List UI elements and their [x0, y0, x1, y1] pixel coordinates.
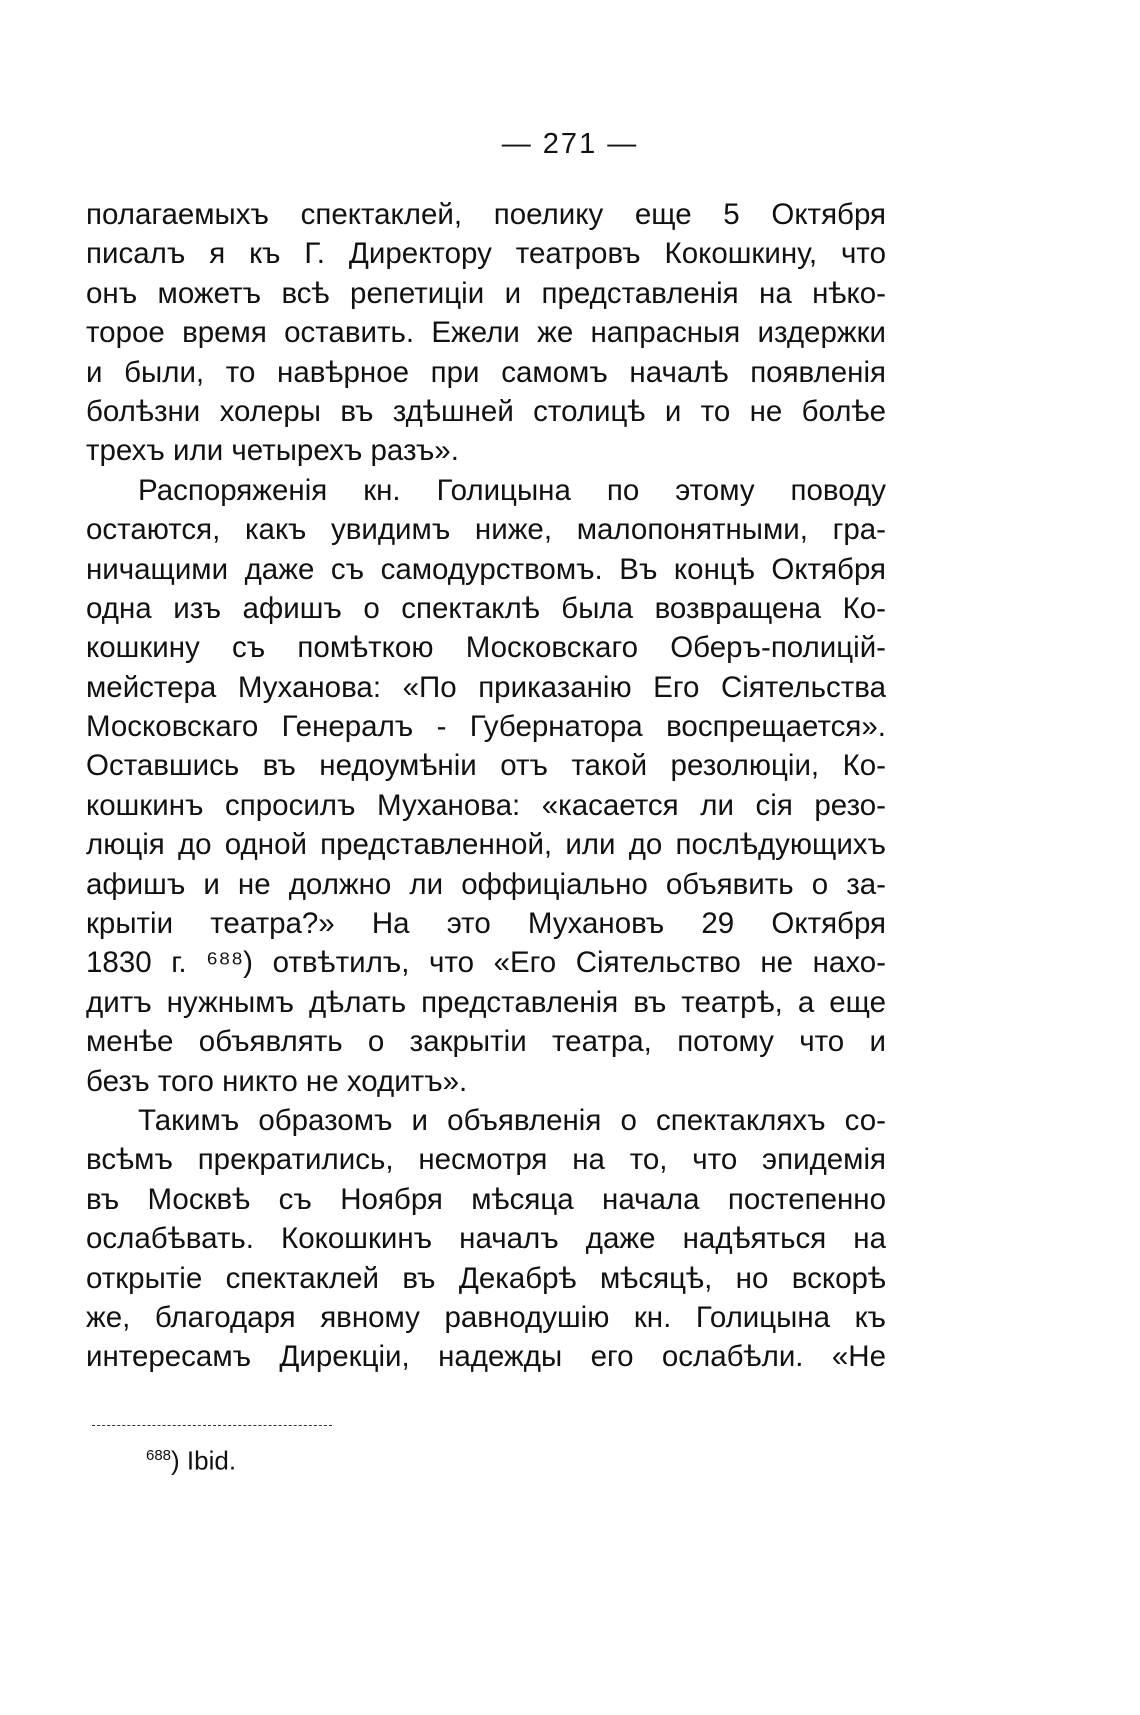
- footnote-text: Ibid.: [186, 1445, 237, 1476]
- text-line: Распоряженія кн. Голицына по этому поводу: [138, 473, 886, 507]
- text-line: люція до одной представленной, или до послѣдующихъ: [86, 828, 886, 862]
- paragraph: [86, 471, 886, 1101]
- text-line: безъ того никто не ходитъ».: [86, 1064, 468, 1098]
- page-number: — 271 —: [501, 128, 639, 160]
- body-text: [86, 195, 886, 1377]
- text-line: писалъ я къ Г. Директору театровъ Кокошкину, что: [86, 237, 886, 271]
- text-line: интересамъ Дирекціи, надежды его ослабѣли. «Не: [86, 1340, 886, 1374]
- text-line: менѣе объявлять о закрытіи театра, потому что и: [86, 1025, 886, 1059]
- text-line: 1830 г. ⁶⁸⁸) отвѣтилъ, что «Его Сіятельство не нахо-: [86, 946, 886, 980]
- text-line: торое время оставить. Ежели же напрасныя издержки: [86, 316, 886, 350]
- footnote-marker: 688: [146, 1447, 172, 1464]
- footnote-divider: [92, 1425, 332, 1426]
- footnote: $^{688}$) Ibid.: [146, 1445, 237, 1476]
- text-line: одна изъ афишъ о спектаклѣ была возвращена Ко-: [86, 591, 886, 625]
- text-line: кошкину съ помѣткою Московскаго Оберъ-полицій-: [86, 631, 886, 665]
- text-line: онъ можетъ всѣ репетиціи и представленія на нѣко-: [86, 276, 886, 310]
- text-line: афишъ и не должно ли оффиціально объявить о за-: [86, 867, 886, 901]
- text-line: Московскаго Генералъ - Губернатора воспрещается».: [86, 710, 886, 744]
- text-line: крытіи театра?» На это Мухановъ 29 Октября: [86, 907, 886, 941]
- text-line: ослабѣвать. Кокошкинъ началъ даже надѣяться на: [86, 1222, 886, 1256]
- text-line: всѣмъ прекратились, несмотря на то, что эпидемія: [86, 1143, 886, 1177]
- text-line: открытіе спектаклей въ Декабрѣ мѣсяцѣ, но вскорѣ: [86, 1261, 886, 1295]
- text-line: полагаемыхъ спектаклей, поелику еще 5 Октября: [86, 198, 886, 231]
- text-line: кошкинъ спросилъ Муханова: «касается ли сія резо-: [86, 788, 886, 822]
- text-line: Оставшись въ недоумѣніи отъ такой резолюціи, Ко-: [86, 749, 886, 783]
- text-line: и были, то навѣрное при самомъ началѣ появленія: [86, 355, 886, 389]
- text-line: мейстера Муханова: «По приказанію Его Сіятельства: [86, 670, 886, 704]
- paragraph: [86, 1101, 886, 1377]
- text-line: въ Москвѣ съ Ноября мѣсяца начала постепенно: [86, 1182, 886, 1216]
- text-line: остаются, какъ увидимъ ниже, малопонятными, гра-: [86, 513, 886, 547]
- text-line: же, благодаря явному равнодушію кн. Голицына къ: [86, 1300, 886, 1334]
- text-line: дитъ нужнымъ дѣлать представленія въ театрѣ, а еще: [86, 985, 886, 1019]
- text-line: ничащими даже съ самодурствомъ. Въ концѣ Октября: [86, 552, 886, 586]
- text-line: Такимъ образомъ и объявленія о спектакляхъ со-: [138, 1103, 886, 1137]
- paragraph: [86, 195, 886, 471]
- text-line: трехъ или четырехъ разъ».: [86, 434, 459, 468]
- text-line: болѣзни холеры въ здѣшней столицѣ и то не болѣе: [86, 394, 886, 428]
